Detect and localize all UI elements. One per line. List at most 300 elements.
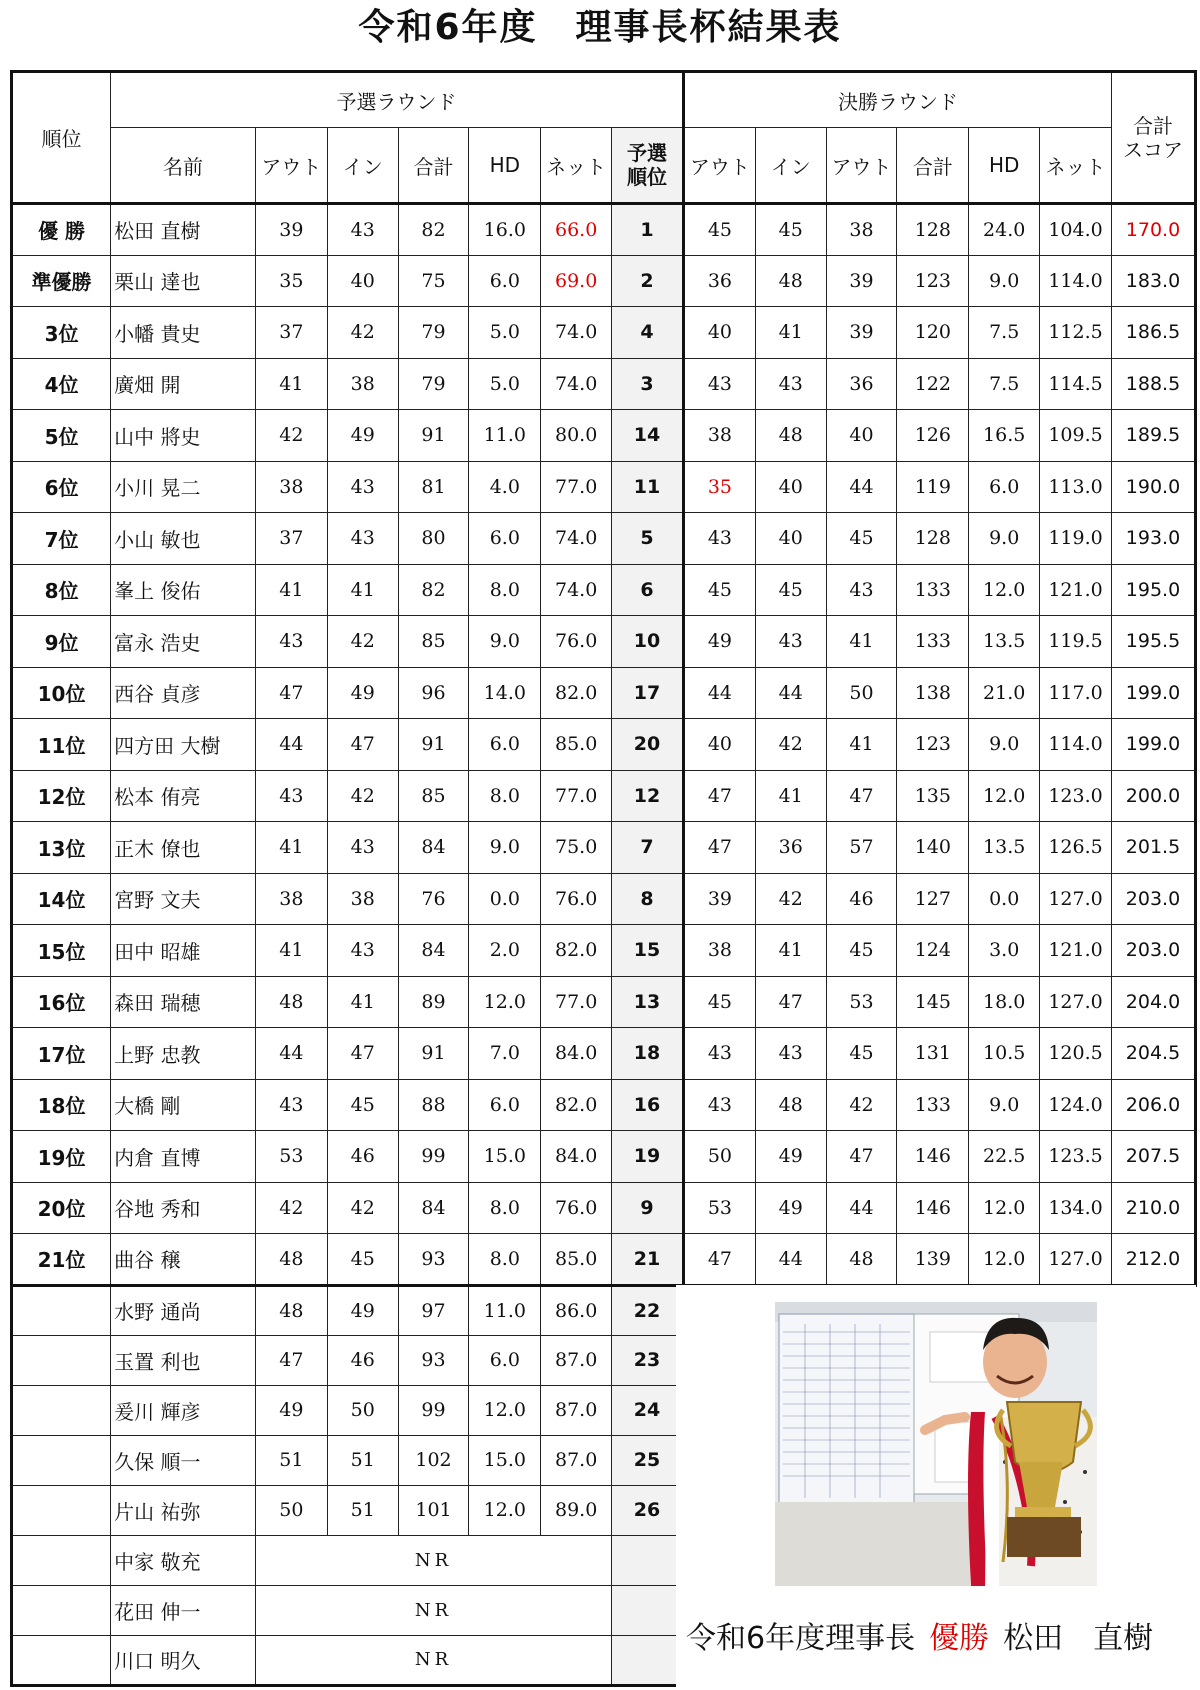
header-prelim-in: イン <box>327 128 398 204</box>
final-sum-cell: 146 <box>897 1131 969 1183</box>
prelim-in-cell: 38 <box>327 358 398 410</box>
final-hd-cell: 9.0 <box>969 719 1040 771</box>
total-score-cell: 193.0 <box>1111 513 1195 565</box>
prelim-in-cell: 51 <box>327 1435 398 1485</box>
final-in-cell: 40 <box>755 461 826 513</box>
final-hd-cell: 13.5 <box>969 822 1040 874</box>
prelim-sum-cell: 76 <box>398 873 469 925</box>
prelim-net-cell: 86.0 <box>541 1285 612 1335</box>
final-net-cell: 121.0 <box>1040 925 1112 977</box>
prelim-hd-cell: 2.0 <box>469 925 541 977</box>
rank-cell <box>12 1635 111 1685</box>
final-hd-cell: 18.0 <box>969 976 1040 1028</box>
prelim-net-cell: 85.0 <box>541 1234 612 1286</box>
rank-cell: 優 勝 <box>12 204 111 256</box>
prelim-rank-cell: 3 <box>612 358 684 410</box>
prelim-out-cell: 38 <box>255 873 327 925</box>
header-total-score: 合計 スコア <box>1111 72 1195 204</box>
name-cell: 森田 瑞穂 <box>111 976 256 1028</box>
final-sum-cell: 126 <box>897 410 969 462</box>
prelim-rank-cell: 5 <box>612 513 684 565</box>
header-prelim-hd: HD <box>469 128 541 204</box>
final-in-cell: 41 <box>755 770 826 822</box>
table-row <box>12 1079 1196 1131</box>
prelim-rank-cell: 25 <box>612 1435 684 1485</box>
final-out2-cell: 44 <box>826 461 897 513</box>
name-cell: 谷地 秀和 <box>111 1182 256 1234</box>
prelim-sum-cell: 82 <box>398 564 469 616</box>
final-out-cell: 45 <box>683 976 755 1028</box>
table-row <box>12 255 1196 307</box>
total-score-cell: 199.0 <box>1111 719 1195 771</box>
rank-cell: 3位 <box>12 307 111 359</box>
final-hd-cell: 0.0 <box>969 873 1040 925</box>
prelim-out-cell: 39 <box>255 204 327 256</box>
table-row <box>12 1028 1196 1080</box>
rank-cell <box>12 1435 111 1485</box>
final-out2-cell: 45 <box>826 925 897 977</box>
prelim-hd-cell: 6.0 <box>469 513 541 565</box>
final-sum-cell: 123 <box>897 719 969 771</box>
final-out2-cell: 45 <box>826 513 897 565</box>
final-sum-cell: 120 <box>897 307 969 359</box>
final-in-cell: 44 <box>755 667 826 719</box>
rank-cell <box>12 1285 111 1335</box>
total-score-cell: 183.0 <box>1111 255 1195 307</box>
prelim-in-cell: 46 <box>327 1131 398 1183</box>
prelim-rank-cell: 8 <box>612 873 684 925</box>
final-out-cell: 50 <box>683 1131 755 1183</box>
final-out-cell: 47 <box>683 822 755 874</box>
rank-cell: 9位 <box>12 616 111 668</box>
table-row <box>12 410 1196 462</box>
final-net-cell: 127.0 <box>1040 873 1112 925</box>
name-cell: 栗山 達也 <box>111 255 256 307</box>
prelim-in-cell: 38 <box>327 873 398 925</box>
header-prelim-net: ネット <box>541 128 612 204</box>
final-sum-cell: 133 <box>897 616 969 668</box>
prelim-in-cell: 42 <box>327 770 398 822</box>
table-row <box>12 770 1196 822</box>
name-cell: 小幡 貴史 <box>111 307 256 359</box>
table-row <box>12 616 1196 668</box>
final-net-cell: 127.0 <box>1040 976 1112 1028</box>
final-out2-cell: 44 <box>826 1182 897 1234</box>
final-out-cell: 43 <box>683 1079 755 1131</box>
name-cell: 西谷 貞彦 <box>111 667 256 719</box>
final-in-cell: 49 <box>755 1131 826 1183</box>
rank-cell <box>12 1485 111 1535</box>
prelim-out-cell: 49 <box>255 1385 327 1435</box>
prelim-out-cell: 44 <box>255 719 327 771</box>
prelim-out-cell: 41 <box>255 925 327 977</box>
rank-cell <box>12 1385 111 1435</box>
final-in-cell: 43 <box>755 358 826 410</box>
final-out-cell: 43 <box>683 358 755 410</box>
final-out-cell: 40 <box>683 719 755 771</box>
final-in-cell: 47 <box>755 976 826 1028</box>
final-sum-cell: 128 <box>897 204 969 256</box>
rank-cell: 11位 <box>12 719 111 771</box>
prelim-sum-cell: 79 <box>398 358 469 410</box>
prelim-rank-cell: 21 <box>612 1234 684 1286</box>
prelim-net-cell: 74.0 <box>541 358 612 410</box>
header-prelim-out: アウト <box>255 128 327 204</box>
prelim-out-cell: 48 <box>255 1234 327 1286</box>
status-cell: NR <box>255 1535 611 1585</box>
header-prelim-sum: 合計 <box>398 128 469 204</box>
prelim-rank-cell: 11 <box>612 461 684 513</box>
prelim-hd-cell: 6.0 <box>469 719 541 771</box>
final-out-cell: 35 <box>683 461 755 513</box>
prelim-hd-cell: 11.0 <box>469 1285 541 1335</box>
final-out2-cell: 53 <box>826 976 897 1028</box>
prelim-hd-cell: 8.0 <box>469 1182 541 1234</box>
prelim-out-cell: 51 <box>255 1435 327 1485</box>
prelim-net-cell: 87.0 <box>541 1385 612 1435</box>
prelim-sum-cell: 81 <box>398 461 469 513</box>
prelim-rank-cell: 15 <box>612 925 684 977</box>
prelim-sum-cell: 91 <box>398 719 469 771</box>
final-sum-cell: 138 <box>897 667 969 719</box>
final-in-cell: 36 <box>755 822 826 874</box>
prelim-in-cell: 43 <box>327 461 398 513</box>
final-in-cell: 44 <box>755 1234 826 1286</box>
prelim-sum-cell: 93 <box>398 1234 469 1286</box>
table-row <box>12 513 1196 565</box>
rank-cell: 19位 <box>12 1131 111 1183</box>
final-out2-cell: 41 <box>826 616 897 668</box>
prelim-sum-cell: 80 <box>398 513 469 565</box>
prelim-net-cell: 74.0 <box>541 513 612 565</box>
final-out2-cell: 36 <box>826 358 897 410</box>
final-sum-cell: 124 <box>897 925 969 977</box>
final-net-cell: 112.5 <box>1040 307 1112 359</box>
prelim-net-cell: 87.0 <box>541 1335 612 1385</box>
name-cell: 田中 昭雄 <box>111 925 256 977</box>
table-row <box>12 564 1196 616</box>
prelim-in-cell: 49 <box>327 667 398 719</box>
final-out2-cell: 38 <box>826 204 897 256</box>
prelim-sum-cell: 75 <box>398 255 469 307</box>
final-out-cell: 49 <box>683 616 755 668</box>
prelim-hd-cell: 6.0 <box>469 1335 541 1385</box>
rank-cell: 21位 <box>12 1234 111 1286</box>
prelim-rank-cell: 14 <box>612 410 684 462</box>
name-cell: 中家 敬充 <box>111 1535 256 1585</box>
prelim-hd-cell: 8.0 <box>469 564 541 616</box>
total-score-cell: 188.5 <box>1111 358 1195 410</box>
prelim-sum-cell: 93 <box>398 1335 469 1385</box>
prelim-rank-cell: 23 <box>612 1335 684 1385</box>
table-row <box>12 719 1196 771</box>
prelim-sum-cell: 99 <box>398 1385 469 1435</box>
final-hd-cell: 9.0 <box>969 255 1040 307</box>
name-cell: 内倉 直博 <box>111 1131 256 1183</box>
final-in-cell: 48 <box>755 410 826 462</box>
total-score-cell: 203.0 <box>1111 925 1195 977</box>
winner-caption <box>686 1613 1196 1657</box>
total-score-cell: 206.0 <box>1111 1079 1195 1131</box>
name-cell: 小川 晃二 <box>111 461 256 513</box>
total-score-cell: 199.0 <box>1111 667 1195 719</box>
prelim-rank-cell: 26 <box>612 1485 684 1535</box>
prelim-in-cell: 42 <box>327 1182 398 1234</box>
header-final-in: イン <box>755 128 826 204</box>
table-row <box>12 307 1196 359</box>
final-out-cell: 38 <box>683 925 755 977</box>
page-title: 令和6年度 理事長杯結果表 <box>358 7 842 48</box>
total-score-cell: 210.0 <box>1111 1182 1195 1234</box>
header-final-hd: HD <box>969 128 1040 204</box>
prelim-hd-cell: 6.0 <box>469 255 541 307</box>
final-sum-cell: 133 <box>897 1079 969 1131</box>
final-hd-cell: 12.0 <box>969 1182 1040 1234</box>
prelim-net-cell: 87.0 <box>541 1435 612 1485</box>
table-row <box>12 925 1196 977</box>
winner-photo <box>775 1302 1097 1586</box>
header-final-sum: 合計 <box>897 128 969 204</box>
table-row <box>12 204 1196 256</box>
prelim-net-cell: 77.0 <box>541 976 612 1028</box>
total-score-cell: 189.5 <box>1111 410 1195 462</box>
table-row <box>12 667 1196 719</box>
prelim-net-cell: 75.0 <box>541 822 612 874</box>
final-net-cell: 126.5 <box>1040 822 1112 874</box>
name-cell: 廣畑 開 <box>111 358 256 410</box>
prelim-out-cell: 35 <box>255 255 327 307</box>
final-sum-cell: 145 <box>897 976 969 1028</box>
prelim-rank-cell: 19 <box>612 1131 684 1183</box>
rank-cell: 18位 <box>12 1079 111 1131</box>
final-out2-cell: 43 <box>826 564 897 616</box>
final-out2-cell: 57 <box>826 822 897 874</box>
final-net-cell: 127.0 <box>1040 1234 1112 1286</box>
prelim-in-cell: 42 <box>327 307 398 359</box>
table-row <box>12 822 1196 874</box>
prelim-hd-cell: 15.0 <box>469 1435 541 1485</box>
final-net-cell: 104.0 <box>1040 204 1112 256</box>
table-row <box>12 461 1196 513</box>
prelim-out-cell: 43 <box>255 1079 327 1131</box>
prelim-sum-cell: 102 <box>398 1435 469 1485</box>
prelim-out-cell: 47 <box>255 1335 327 1385</box>
prelim-out-cell: 53 <box>255 1131 327 1183</box>
rank-cell: 14位 <box>12 873 111 925</box>
final-net-cell: 123.0 <box>1040 770 1112 822</box>
final-net-cell: 121.0 <box>1040 564 1112 616</box>
final-net-cell: 114.0 <box>1040 719 1112 771</box>
table-row <box>12 976 1196 1028</box>
name-cell: 花田 伸一 <box>111 1585 256 1635</box>
status-cell: NR <box>255 1585 611 1635</box>
final-hd-cell: 13.5 <box>969 616 1040 668</box>
table-row <box>12 873 1196 925</box>
prelim-hd-cell: 5.0 <box>469 358 541 410</box>
rank-cell: 13位 <box>12 822 111 874</box>
final-out2-cell: 45 <box>826 1028 897 1080</box>
final-out-cell: 53 <box>683 1182 755 1234</box>
prelim-in-cell: 49 <box>327 410 398 462</box>
header-final-round: 決勝ラウンド <box>683 72 1111 128</box>
final-out2-cell: 41 <box>826 719 897 771</box>
name-cell: 曲谷 穣 <box>111 1234 256 1286</box>
final-in-cell: 45 <box>755 564 826 616</box>
name-cell: 四方田 大樹 <box>111 719 256 771</box>
prelim-hd-cell: 11.0 <box>469 410 541 462</box>
final-out2-cell: 39 <box>826 255 897 307</box>
prelim-sum-cell: 97 <box>398 1285 469 1335</box>
prelim-net-cell: 74.0 <box>541 307 612 359</box>
prelim-rank-cell: 10 <box>612 616 684 668</box>
prelim-out-cell: 47 <box>255 667 327 719</box>
final-net-cell: 134.0 <box>1040 1182 1112 1234</box>
rank-cell: 5位 <box>12 410 111 462</box>
header-final-out2: アウト <box>826 128 897 204</box>
prelim-hd-cell: 8.0 <box>469 1234 541 1286</box>
prelim-out-cell: 37 <box>255 513 327 565</box>
prelim-in-cell: 43 <box>327 925 398 977</box>
prelim-sum-cell: 84 <box>398 1182 469 1234</box>
prelim-in-cell: 41 <box>327 564 398 616</box>
prelim-out-cell: 41 <box>255 822 327 874</box>
final-sum-cell: 123 <box>897 255 969 307</box>
prelim-hd-cell: 12.0 <box>469 1385 541 1435</box>
prelim-hd-cell: 0.0 <box>469 873 541 925</box>
total-score-cell: 201.5 <box>1111 822 1195 874</box>
prelim-hd-cell: 7.0 <box>469 1028 541 1080</box>
total-score-cell: 204.5 <box>1111 1028 1195 1080</box>
prelim-in-cell: 41 <box>327 976 398 1028</box>
final-hd-cell: 3.0 <box>969 925 1040 977</box>
prelim-hd-cell: 12.0 <box>469 976 541 1028</box>
prelim-sum-cell: 82 <box>398 204 469 256</box>
prelim-in-cell: 40 <box>327 255 398 307</box>
final-out-cell: 40 <box>683 307 755 359</box>
final-net-cell: 119.0 <box>1040 513 1112 565</box>
total-score-cell: 200.0 <box>1111 770 1195 822</box>
final-net-cell: 114.0 <box>1040 255 1112 307</box>
final-hd-cell: 6.0 <box>969 461 1040 513</box>
final-hd-cell: 12.0 <box>969 770 1040 822</box>
final-hd-cell: 16.5 <box>969 410 1040 462</box>
prelim-out-cell: 43 <box>255 616 327 668</box>
prelim-rank-cell: 12 <box>612 770 684 822</box>
total-score-cell: 170.0 <box>1111 204 1195 256</box>
prelim-rank-cell: 7 <box>612 822 684 874</box>
name-cell: 玉置 利也 <box>111 1335 256 1385</box>
final-net-cell: 113.0 <box>1040 461 1112 513</box>
final-in-cell: 42 <box>755 873 826 925</box>
prelim-net-cell: 84.0 <box>541 1131 612 1183</box>
header-final-out: アウト <box>683 128 755 204</box>
header-name: 名前 <box>111 128 256 204</box>
final-out2-cell: 47 <box>826 1131 897 1183</box>
name-cell: 正木 僚也 <box>111 822 256 874</box>
prelim-net-cell: 82.0 <box>541 925 612 977</box>
name-cell: 松本 侑亮 <box>111 770 256 822</box>
prelim-sum-cell: 91 <box>398 1028 469 1080</box>
final-hd-cell: 9.0 <box>969 1079 1040 1131</box>
final-out-cell: 43 <box>683 513 755 565</box>
final-sum-cell: 119 <box>897 461 969 513</box>
prelim-sum-cell: 84 <box>398 822 469 874</box>
final-net-cell: 120.5 <box>1040 1028 1112 1080</box>
final-out-cell: 45 <box>683 204 755 256</box>
prelim-hd-cell: 6.0 <box>469 1079 541 1131</box>
prelim-in-cell: 43 <box>327 822 398 874</box>
rank-cell: 10位 <box>12 667 111 719</box>
name-cell: 富永 浩史 <box>111 616 256 668</box>
final-out-cell: 47 <box>683 1234 755 1286</box>
rank-cell <box>12 1535 111 1585</box>
prelim-net-cell: 84.0 <box>541 1028 612 1080</box>
final-in-cell: 48 <box>755 1079 826 1131</box>
total-score-cell: 204.0 <box>1111 976 1195 1028</box>
prelim-sum-cell: 85 <box>398 770 469 822</box>
prelim-hd-cell: 8.0 <box>469 770 541 822</box>
prelim-in-cell: 45 <box>327 1079 398 1131</box>
prelim-in-cell: 49 <box>327 1285 398 1335</box>
final-in-cell: 41 <box>755 307 826 359</box>
table-row <box>12 1131 1196 1183</box>
total-score-cell: 195.0 <box>1111 564 1195 616</box>
final-sum-cell: 146 <box>897 1182 969 1234</box>
prelim-out-cell: 50 <box>255 1485 327 1535</box>
rank-cell: 6位 <box>12 461 111 513</box>
rank-cell: 7位 <box>12 513 111 565</box>
rank-cell: 準優勝 <box>12 255 111 307</box>
prelim-out-cell: 48 <box>255 976 327 1028</box>
prelim-hd-cell: 14.0 <box>469 667 541 719</box>
prelim-in-cell: 45 <box>327 1234 398 1286</box>
prelim-rank-cell <box>612 1535 684 1585</box>
prelim-out-cell: 37 <box>255 307 327 359</box>
final-hd-cell: 7.5 <box>969 358 1040 410</box>
rank-cell <box>12 1585 111 1635</box>
final-out2-cell: 47 <box>826 770 897 822</box>
final-out-cell: 39 <box>683 873 755 925</box>
final-out-cell: 47 <box>683 770 755 822</box>
prelim-out-cell: 48 <box>255 1285 327 1335</box>
final-net-cell: 123.5 <box>1040 1131 1112 1183</box>
name-cell: 爰川 輝彦 <box>111 1385 256 1435</box>
prelim-in-cell: 43 <box>327 513 398 565</box>
prelim-sum-cell: 96 <box>398 667 469 719</box>
final-hd-cell: 7.5 <box>969 307 1040 359</box>
prelim-hd-cell: 4.0 <box>469 461 541 513</box>
prelim-rank-cell: 6 <box>612 564 684 616</box>
rank-cell <box>12 1335 111 1385</box>
total-score-cell: 207.5 <box>1111 1131 1195 1183</box>
prelim-out-cell: 43 <box>255 770 327 822</box>
final-net-cell: 117.0 <box>1040 667 1112 719</box>
total-score-cell: 203.0 <box>1111 873 1195 925</box>
name-cell: 久保 順一 <box>111 1435 256 1485</box>
prelim-net-cell: 80.0 <box>541 410 612 462</box>
final-in-cell: 48 <box>755 255 826 307</box>
final-in-cell: 41 <box>755 925 826 977</box>
prelim-net-cell: 74.0 <box>541 564 612 616</box>
prelim-hd-cell: 12.0 <box>469 1485 541 1535</box>
final-hd-cell: 10.5 <box>969 1028 1040 1080</box>
prelim-in-cell: 47 <box>327 1028 398 1080</box>
final-hd-cell: 12.0 <box>969 1234 1040 1286</box>
final-in-cell: 43 <box>755 616 826 668</box>
prelim-sum-cell: 101 <box>398 1485 469 1535</box>
total-score-cell: 190.0 <box>1111 461 1195 513</box>
final-out2-cell: 40 <box>826 410 897 462</box>
